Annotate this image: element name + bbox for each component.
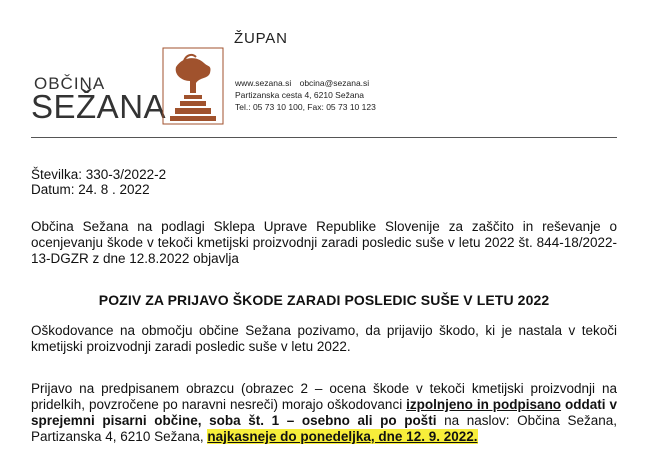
- submission-deadline: najkasneje do ponedeljka, dne 12. 9. 2022.: [207, 429, 478, 444]
- intro-paragraph: Občina Sežana na podlagi Sklepa Uprave Republike Slovenije za zaščito in reševanje o ocenjevanju škode v tekoči kmetijski proizvodnji zaradi posledic suše v letu 2022 št. 844-18/2022-13-DGZR z dne 12.8.2022 objavlja: [31, 219, 617, 266]
- submission-text-2: na naslov: Občina Sežana, Partizanska 4, 6210 Sežana,: [31, 413, 617, 444]
- office-title: ŽUPAN: [234, 30, 288, 47]
- document-number: Številka: 330-3/2022-2: [31, 167, 167, 182]
- submission-paragraph: [31, 381, 617, 445]
- contact-address: Partizanska cesta 4, 6210 Sežana: [235, 90, 364, 100]
- submission-text-1: Prijavo na predpisanem obrazcu (obrazec 2 – ocena škode v tekoči kmetijski proizvodnji na pridelkih, povzročene po naravni nesreči) morajo oškodovanci: [31, 381, 617, 412]
- contact-phone-fax: Tel.: 05 73 10 100, Fax: 05 73 10 123: [235, 102, 376, 112]
- invitation-paragraph: Oškodovance na območju občine Sežana pozivamo, da prijavijo škodo, ki je nastala v tekoči kmetijski proizvodnji zaradi posledic suše v letu 2022.: [31, 323, 617, 354]
- municipality-emblem-icon: [162, 47, 224, 125]
- submission-place: oddati v sprejemni pisarni občine, soba št. 1 – osebno ali po pošti: [31, 397, 617, 428]
- contact-web-email: [235, 78, 375, 88]
- document-title: POZIV ZA PRIJAVO ŠKODE ZARADI POSLEDIC SUŠE V LETU 2022: [98, 292, 550, 308]
- logo-line-obcina: OBČINA: [34, 74, 106, 93]
- logo-line-sezana: SEŽANA: [31, 88, 167, 125]
- submission-requirement: izpolnjeno in podpisano: [406, 397, 562, 412]
- contact-web[interactable]: www.sezana.si: [235, 78, 292, 88]
- header-divider: [31, 137, 617, 138]
- contact-email[interactable]: obcina@sezana.si: [299, 78, 370, 88]
- document-date: Datum: 24. 8 . 2022: [31, 182, 150, 197]
